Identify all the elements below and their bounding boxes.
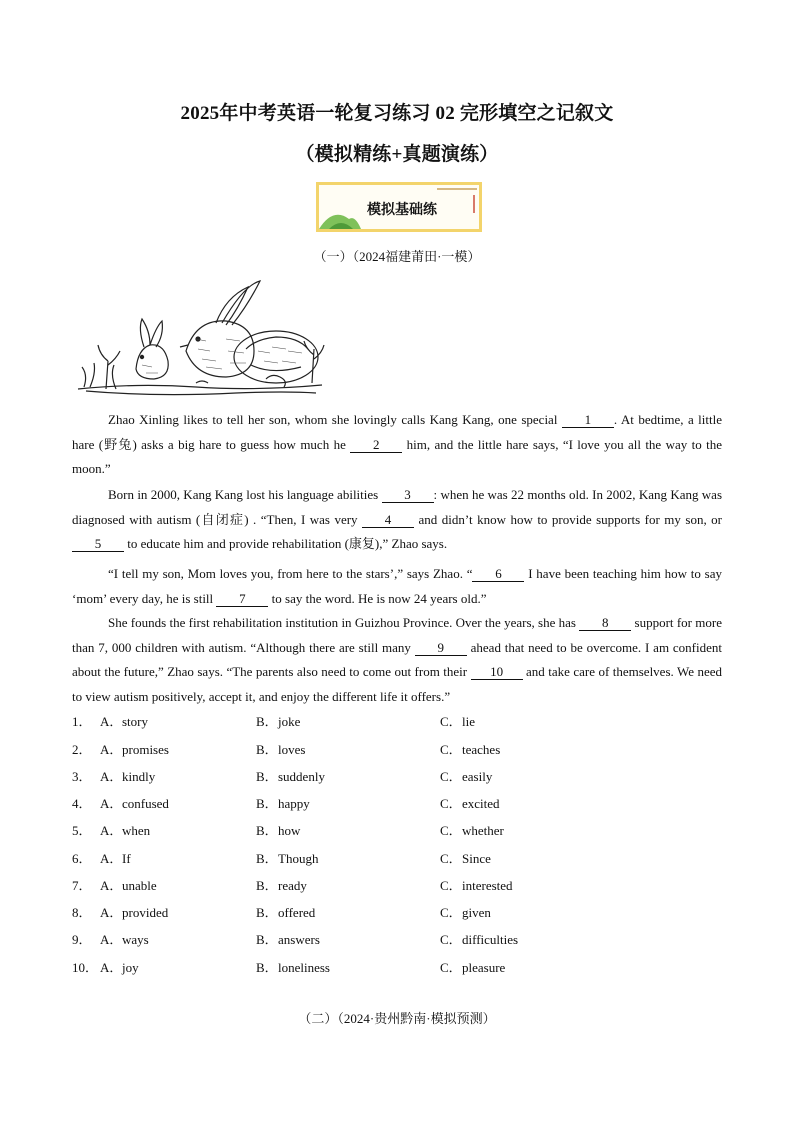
option-c: C．whether xyxy=(440,823,504,838)
question-number: 8． xyxy=(72,905,92,920)
question-number: 5． xyxy=(72,823,92,838)
passage-text: support for more than 7, 000 children with autism. “Although there are still many xyxy=(72,615,722,655)
option-row xyxy=(72,929,722,949)
option-row xyxy=(72,766,722,786)
option-b: B．loves xyxy=(256,742,306,757)
option-a: A．when xyxy=(100,823,151,838)
option-b: B．joke xyxy=(256,714,301,729)
passage-text: him, and the little hare says, “I love you all the way to the moon.” xyxy=(72,436,722,476)
blank-9: 9 xyxy=(415,641,467,656)
badge-label: 模拟基础练 xyxy=(367,202,437,218)
passage-text: : when he was 22 months old. In 2002, Kang Kang was diagnosed with autism (自闭症) . “Then, I was very xyxy=(72,487,723,527)
passage-text: Born in 2000, Kang Kang lost his language abilities xyxy=(108,487,382,502)
option-b: B．happy xyxy=(256,796,310,811)
question-number: 9． xyxy=(72,932,92,947)
question-number: 6． xyxy=(72,851,92,866)
option-row xyxy=(72,875,722,895)
page-title: 2025年中考英语一轮复习练习 02 完形填空之记叙文 xyxy=(180,103,614,124)
option-a: A．ways xyxy=(100,932,149,947)
passage-text: ahead that need to be overcome. I am confident about the future,” Zhao says. “The parents also need to come out from their xyxy=(72,639,723,679)
option-a: A．joy xyxy=(100,960,139,975)
option-c: C．easily xyxy=(440,769,493,784)
section-heading-1: （一）（2024福建莆田·一模） xyxy=(313,249,481,264)
option-row xyxy=(72,711,722,731)
option-c: C．interested xyxy=(440,878,513,893)
passage-paragraph-1 xyxy=(72,408,722,482)
option-b: B．offered xyxy=(256,905,316,920)
option-a: A．story xyxy=(100,714,148,729)
option-c: C．teaches xyxy=(440,742,501,757)
option-a: A．promises xyxy=(100,742,169,757)
question-number: 10． xyxy=(72,960,99,975)
option-row xyxy=(72,902,722,922)
option-row xyxy=(72,848,722,868)
option-c: C．excited xyxy=(440,796,500,811)
passage-text: to say the word. He is now 24 years old.” xyxy=(268,590,487,606)
question-number: 7． xyxy=(72,878,92,893)
option-b: B．ready xyxy=(256,878,307,893)
blank-7: 7 xyxy=(216,592,268,607)
blank-2: 2 xyxy=(350,438,402,453)
option-b: B．loneliness xyxy=(256,960,330,975)
question-number: 2． xyxy=(72,742,92,757)
section-heading-2: （二）（2024·贵州黔南·模拟预测） xyxy=(298,1011,496,1026)
option-a: A．confused xyxy=(100,796,169,811)
option-c: C．Since xyxy=(440,851,491,866)
option-row xyxy=(72,957,722,977)
passage-text: and didn’t know how to provide supports for my son, or xyxy=(414,511,723,527)
option-row xyxy=(72,820,722,840)
question-number: 4． xyxy=(72,796,92,811)
passage-text: and take care of themselves. We need to view autism positively, accept it, and enjoy the different life it offers.” xyxy=(72,664,722,704)
blank-5: 5 xyxy=(72,537,124,552)
blank-8: 8 xyxy=(579,616,631,631)
page-subtitle: （模拟精练+真题演练） xyxy=(295,144,499,165)
question-number: 3． xyxy=(72,769,92,784)
option-row xyxy=(72,793,722,813)
blank-6: 6 xyxy=(472,567,524,582)
hares-illustration xyxy=(76,279,326,401)
option-c: C．given xyxy=(440,905,491,920)
passage-text: to educate him and provide rehabilitation (康复),” Zhao says. xyxy=(124,536,448,551)
option-c: C．pleasure xyxy=(440,960,506,975)
option-a: A．kindly xyxy=(100,769,156,784)
option-b: B．Though xyxy=(256,851,319,866)
passage-text: She founds the first rehabilitation institution in Guizhou Province. Over the years, she has xyxy=(108,615,580,630)
blank-1: 1 xyxy=(562,413,614,428)
option-c: C．lie xyxy=(440,714,475,729)
passage-text: “I tell my son, Mom loves you, from here to the stars’,” says Zhao. “ xyxy=(108,566,473,581)
option-b: B．how xyxy=(256,823,301,838)
option-a: A．provided xyxy=(100,905,169,920)
blank-10: 10 xyxy=(471,665,523,680)
passage-paragraph-3 xyxy=(72,562,722,611)
passage-paragraph-2 xyxy=(72,483,722,557)
passage-text: I have been teaching him how to say ‘mom’ every day, he is still xyxy=(72,566,722,606)
section-badge xyxy=(316,182,482,232)
passage-text: Zhao Xinling likes to tell her son, whom she lovingly calls Kang Kang, one special xyxy=(108,412,562,427)
option-a: A．unable xyxy=(100,878,157,893)
passage-text: . At bedtime, a little hare (野兔) asks a big hare to guess how much he xyxy=(72,412,722,452)
passage-paragraph-4 xyxy=(72,611,722,709)
option-b: B．suddenly xyxy=(256,769,325,784)
blank-3: 3 xyxy=(382,488,434,503)
option-b: B．answers xyxy=(256,932,320,947)
option-row xyxy=(72,739,722,759)
question-number: 1． xyxy=(72,714,92,729)
option-c: C．difficulties xyxy=(440,932,519,947)
blank-4: 4 xyxy=(362,513,414,528)
option-a: A．If xyxy=(100,851,131,866)
